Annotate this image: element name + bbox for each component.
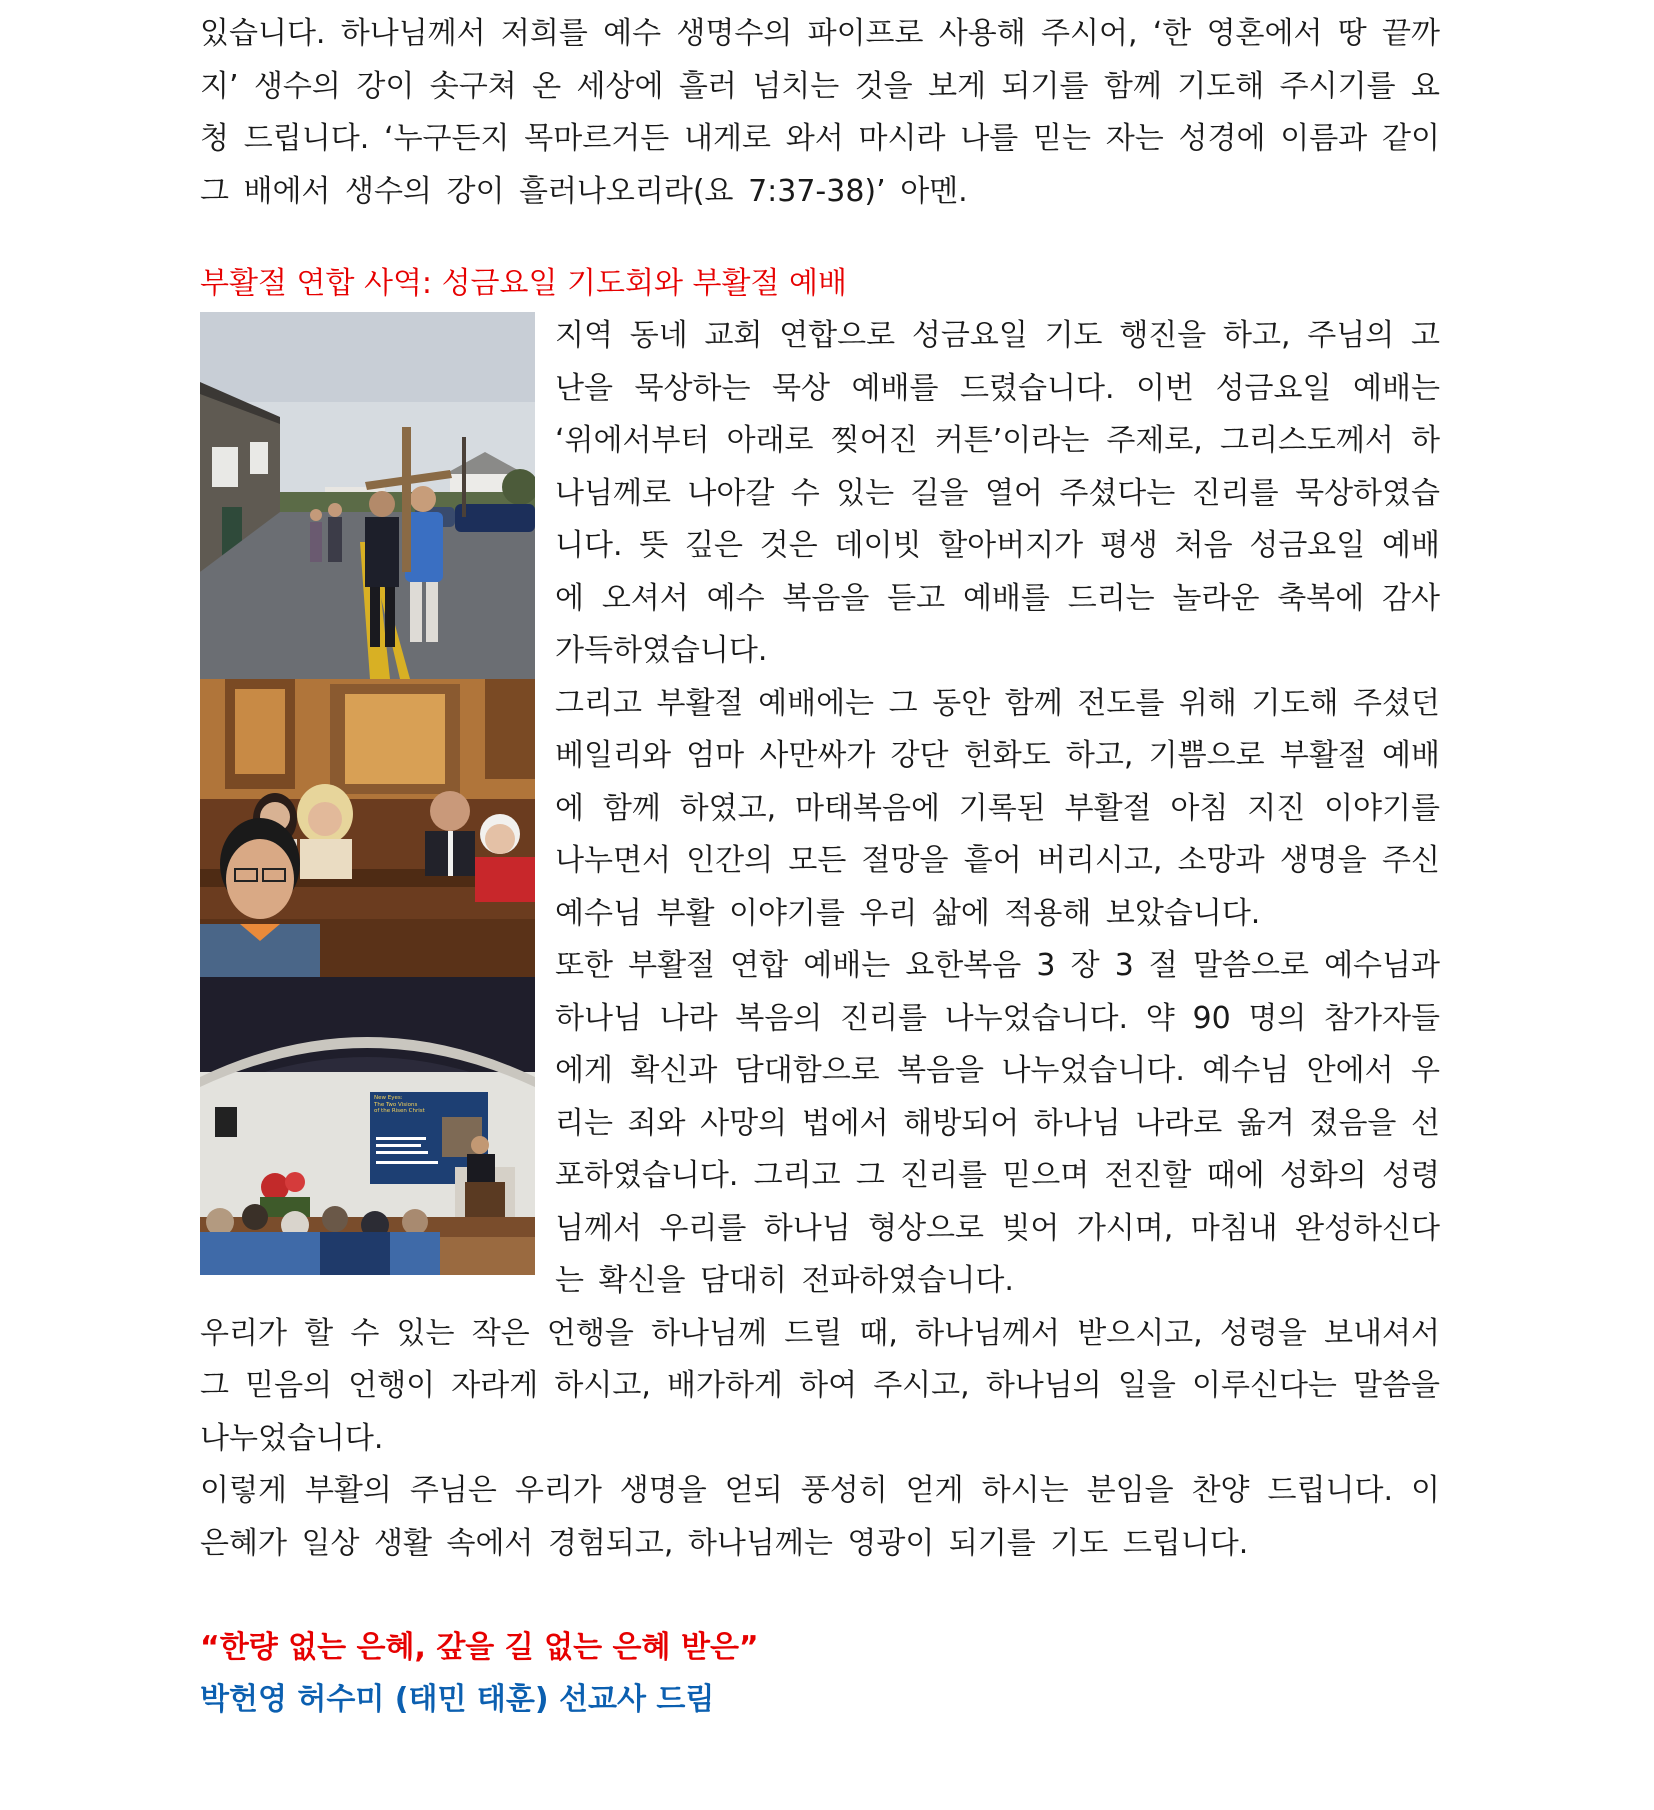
good-friday-paragraph: 지역 동네 교회 연합으로 성금요일 기도 행진을 하고, 주님의 고난을 묵상하는 묵상 예배를 드렸습니다. 이번 성금요일 예배는 ‘위에서부터 아래로 찢어진 커튼’이라는 주제로, 그리스도께서 하나님께로 나아갈 수 있는 길을 열어 주셨다는 진리를 묵상하였습니다. 뜻 깊은 것은 데이빗 할아버지가 평생 처음 성금요일 예배에 오셔서 예수 복음을 듣고 예배를 드리는 놀라운 축복에 감사 가득하였습니다. xyxy=(555,318,1440,668)
photo-column xyxy=(200,312,535,1275)
small-deeds-paragraph: 우리가 할 수 있는 작은 언행을 하나님께 드릴 때, 하나님께서 받으시고, 성령을 보내셔서 그 믿음의 언행이 자라게 하시고, 배가하게 하여 주시고, 하나님의 일을 이루신다는 말씀을 나누었습니다. xyxy=(200,1315,1440,1456)
intro-paragraph: 있습니다. 하나님께서 저희를 예수 생명수의 파이프로 사용해 주시어, ‘한 영혼에서 땅 끝까지’ 생수의 강이 솟구쳐 온 세상에 흘러 넘치는 것을 보게 되기를 함께 기도해 주시기를 요청 드립니다. ‘누구든지 목마르거든 내게로 와서 마시라 나를 믿는 자는 성경에 이름과 같이 그 배에서 생수의 강이 흘러나오리라(요 7:37-38)’ 아멘. xyxy=(200,16,1440,209)
photo-cross-procession xyxy=(200,312,535,679)
easter-service-paragraph: 그리고 부활절 예배에는 그 동안 함께 전도를 위해 기도해 주셨던 베일리와 엄마 사만싸가 강단 헌화도 하고, 기쁨으로 부활절 예배에 함께 하였고, 마태복음에 기록된 부활절 아침 지진 이야기를 나누면서 인간의 모든 절망을 흩어 버리시고, 소망과 생명을 주신 예수님 부활 이야기를 우리 삶에 적용해 보았습니다. xyxy=(555,685,1440,931)
spacer xyxy=(200,1570,1440,1622)
section-heading: 부활절 연합 사역: 성금요일 기도회와 부활절 예배 xyxy=(200,266,847,301)
praise-paragraph: 이렇게 부활의 주님은 우리가 생명을 얻되 풍성히 얻게 하시는 분임을 찬양 드립니다. 이 은혜가 일상 생활 속에서 경험되고, 하나님께는 영광이 되기를 기도 드립니다. xyxy=(200,1473,1440,1561)
closing-quote: “한량 없는 은혜, 갚을 길 없는 은혜 받은” xyxy=(200,1630,759,1665)
union-service-paragraph: 또한 부활절 연합 예배는 요한복음 3 장 3 절 말씀으로 예수님과 하나님 나라 복음의 진리를 나누었습니다. 약 90 명의 참가자들에게 확신과 담대함으로 복음을 나누었습니다. 예수님 안에서 우리는 죄와 사망의 법에서 해방되어 하나님 나라로 옮겨 졌음을 선포하였습니다. 그리고 그 진리를 믿으며 전진할 때에 성화의 성령님께서 우리를 하나님 형상으로 빚어 가시며, 마침내 완성하신다는 확신을 담대히 전파하였습니다. xyxy=(555,948,1440,1298)
photo-union-service xyxy=(200,977,535,1275)
newsletter-page xyxy=(200,8,1440,1726)
spacer xyxy=(200,218,1440,258)
missionary-signature: 박헌영 허수미 (태민 태훈) 선교사 드림 xyxy=(200,1682,715,1717)
slide-title: New Eyes: The Two Visions of the Risen Christ xyxy=(374,1095,425,1114)
photo-easter-group xyxy=(200,679,535,977)
